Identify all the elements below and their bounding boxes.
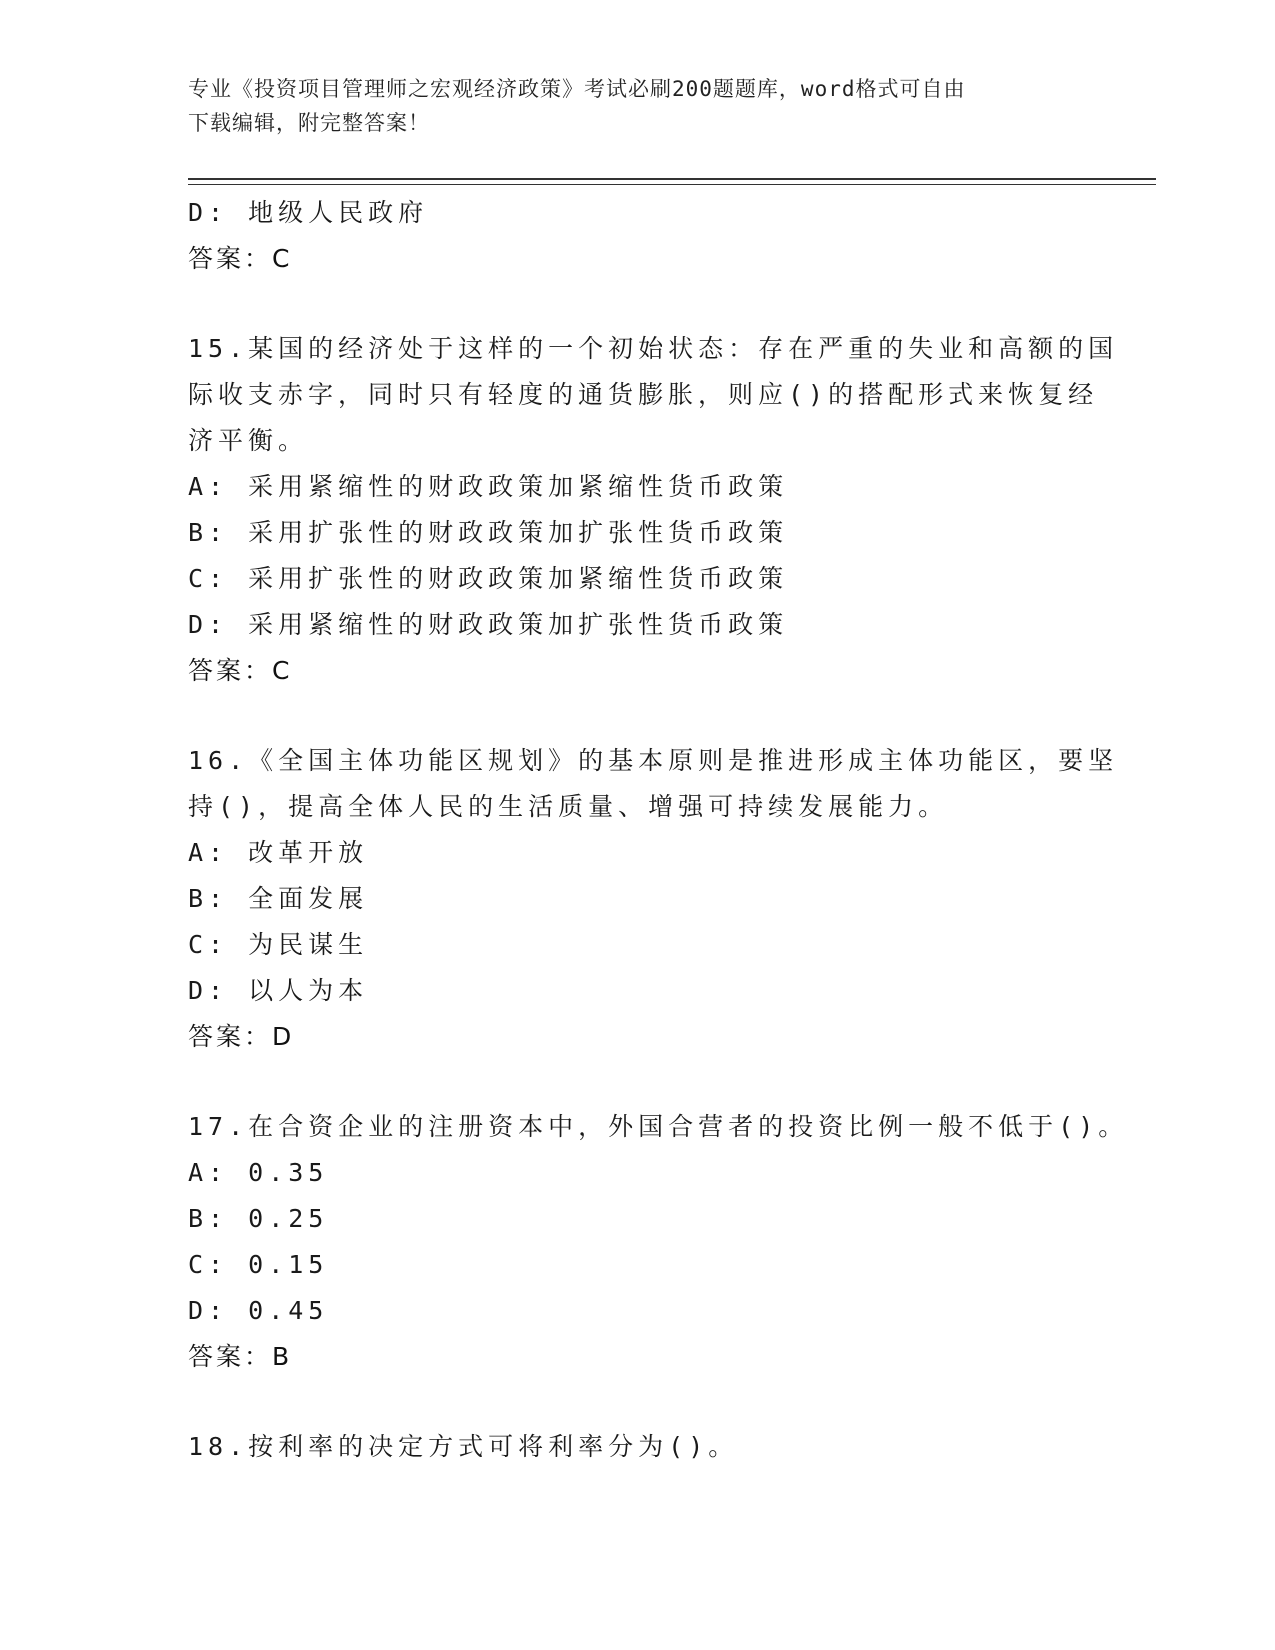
question-stem-line: 济平衡。 xyxy=(188,426,309,455)
option-b: B: 0.25 xyxy=(188,1204,329,1233)
question-18 xyxy=(188,1424,1088,1470)
option-b: B: 采用扩张性的财政政策加扩张性货币政策 xyxy=(188,518,789,547)
question-stem-line: 15.某国的经济处于这样的一个初始状态：存在严重的失业和高额的国 xyxy=(188,334,1119,363)
option-d: D: 0.45 xyxy=(188,1296,329,1325)
document-header xyxy=(188,72,1088,140)
header-line-2: 下载编辑，附完整答案！ xyxy=(188,111,430,135)
option-c: C: 采用扩张性的财政政策加紧缩性货币政策 xyxy=(188,564,789,593)
option-c: C: 0.15 xyxy=(188,1250,329,1279)
question-list xyxy=(188,190,1129,1470)
answer-line: 答案：C xyxy=(188,244,293,273)
question-17 xyxy=(188,1104,1129,1380)
answer-line: 答案：D xyxy=(188,1022,295,1051)
question-15 xyxy=(188,326,1119,694)
option-b: B: 全面发展 xyxy=(188,884,369,913)
question-14-tail xyxy=(188,190,1088,282)
option-a: A: 0.35 xyxy=(188,1158,329,1187)
answer-line: 答案：C xyxy=(188,656,293,685)
option-d: D: 以人为本 xyxy=(188,976,369,1005)
header-divider-thick xyxy=(188,178,1156,180)
answer-line: 答案：B xyxy=(188,1342,293,1371)
option-d: D: 地级人民政府 xyxy=(188,198,429,227)
option-a: A: 采用紧缩性的财政政策加紧缩性货币政策 xyxy=(188,472,789,501)
header-divider-thin xyxy=(188,184,1156,185)
option-d: D: 采用紧缩性的财政政策加扩张性货币政策 xyxy=(188,610,789,639)
question-stem-line: 际收支赤字，同时只有轻度的通货膨胀，则应()的搭配形式来恢复经 xyxy=(188,380,1099,409)
question-16 xyxy=(188,738,1119,1060)
question-stem-line: 16.《全国主体功能区规划》的基本原则是推进形成主体功能区，要坚 xyxy=(188,746,1119,775)
header-line-1: 专业《投资项目管理师之宏观经济政策》考试必刷200题题库，word格式可自由 xyxy=(188,77,966,101)
option-a: A: 改革开放 xyxy=(188,838,369,867)
option-c: C: 为民谋生 xyxy=(188,930,369,959)
question-stem-line: 17.在合资企业的注册资本中，外国合营者的投资比例一般不低于()。 xyxy=(188,1112,1129,1141)
question-stem-line: 持()，提高全体人民的生活质量、增强可持续发展能力。 xyxy=(188,792,949,821)
question-stem-line: 18.按利率的决定方式可将利率分为()。 xyxy=(188,1432,739,1461)
